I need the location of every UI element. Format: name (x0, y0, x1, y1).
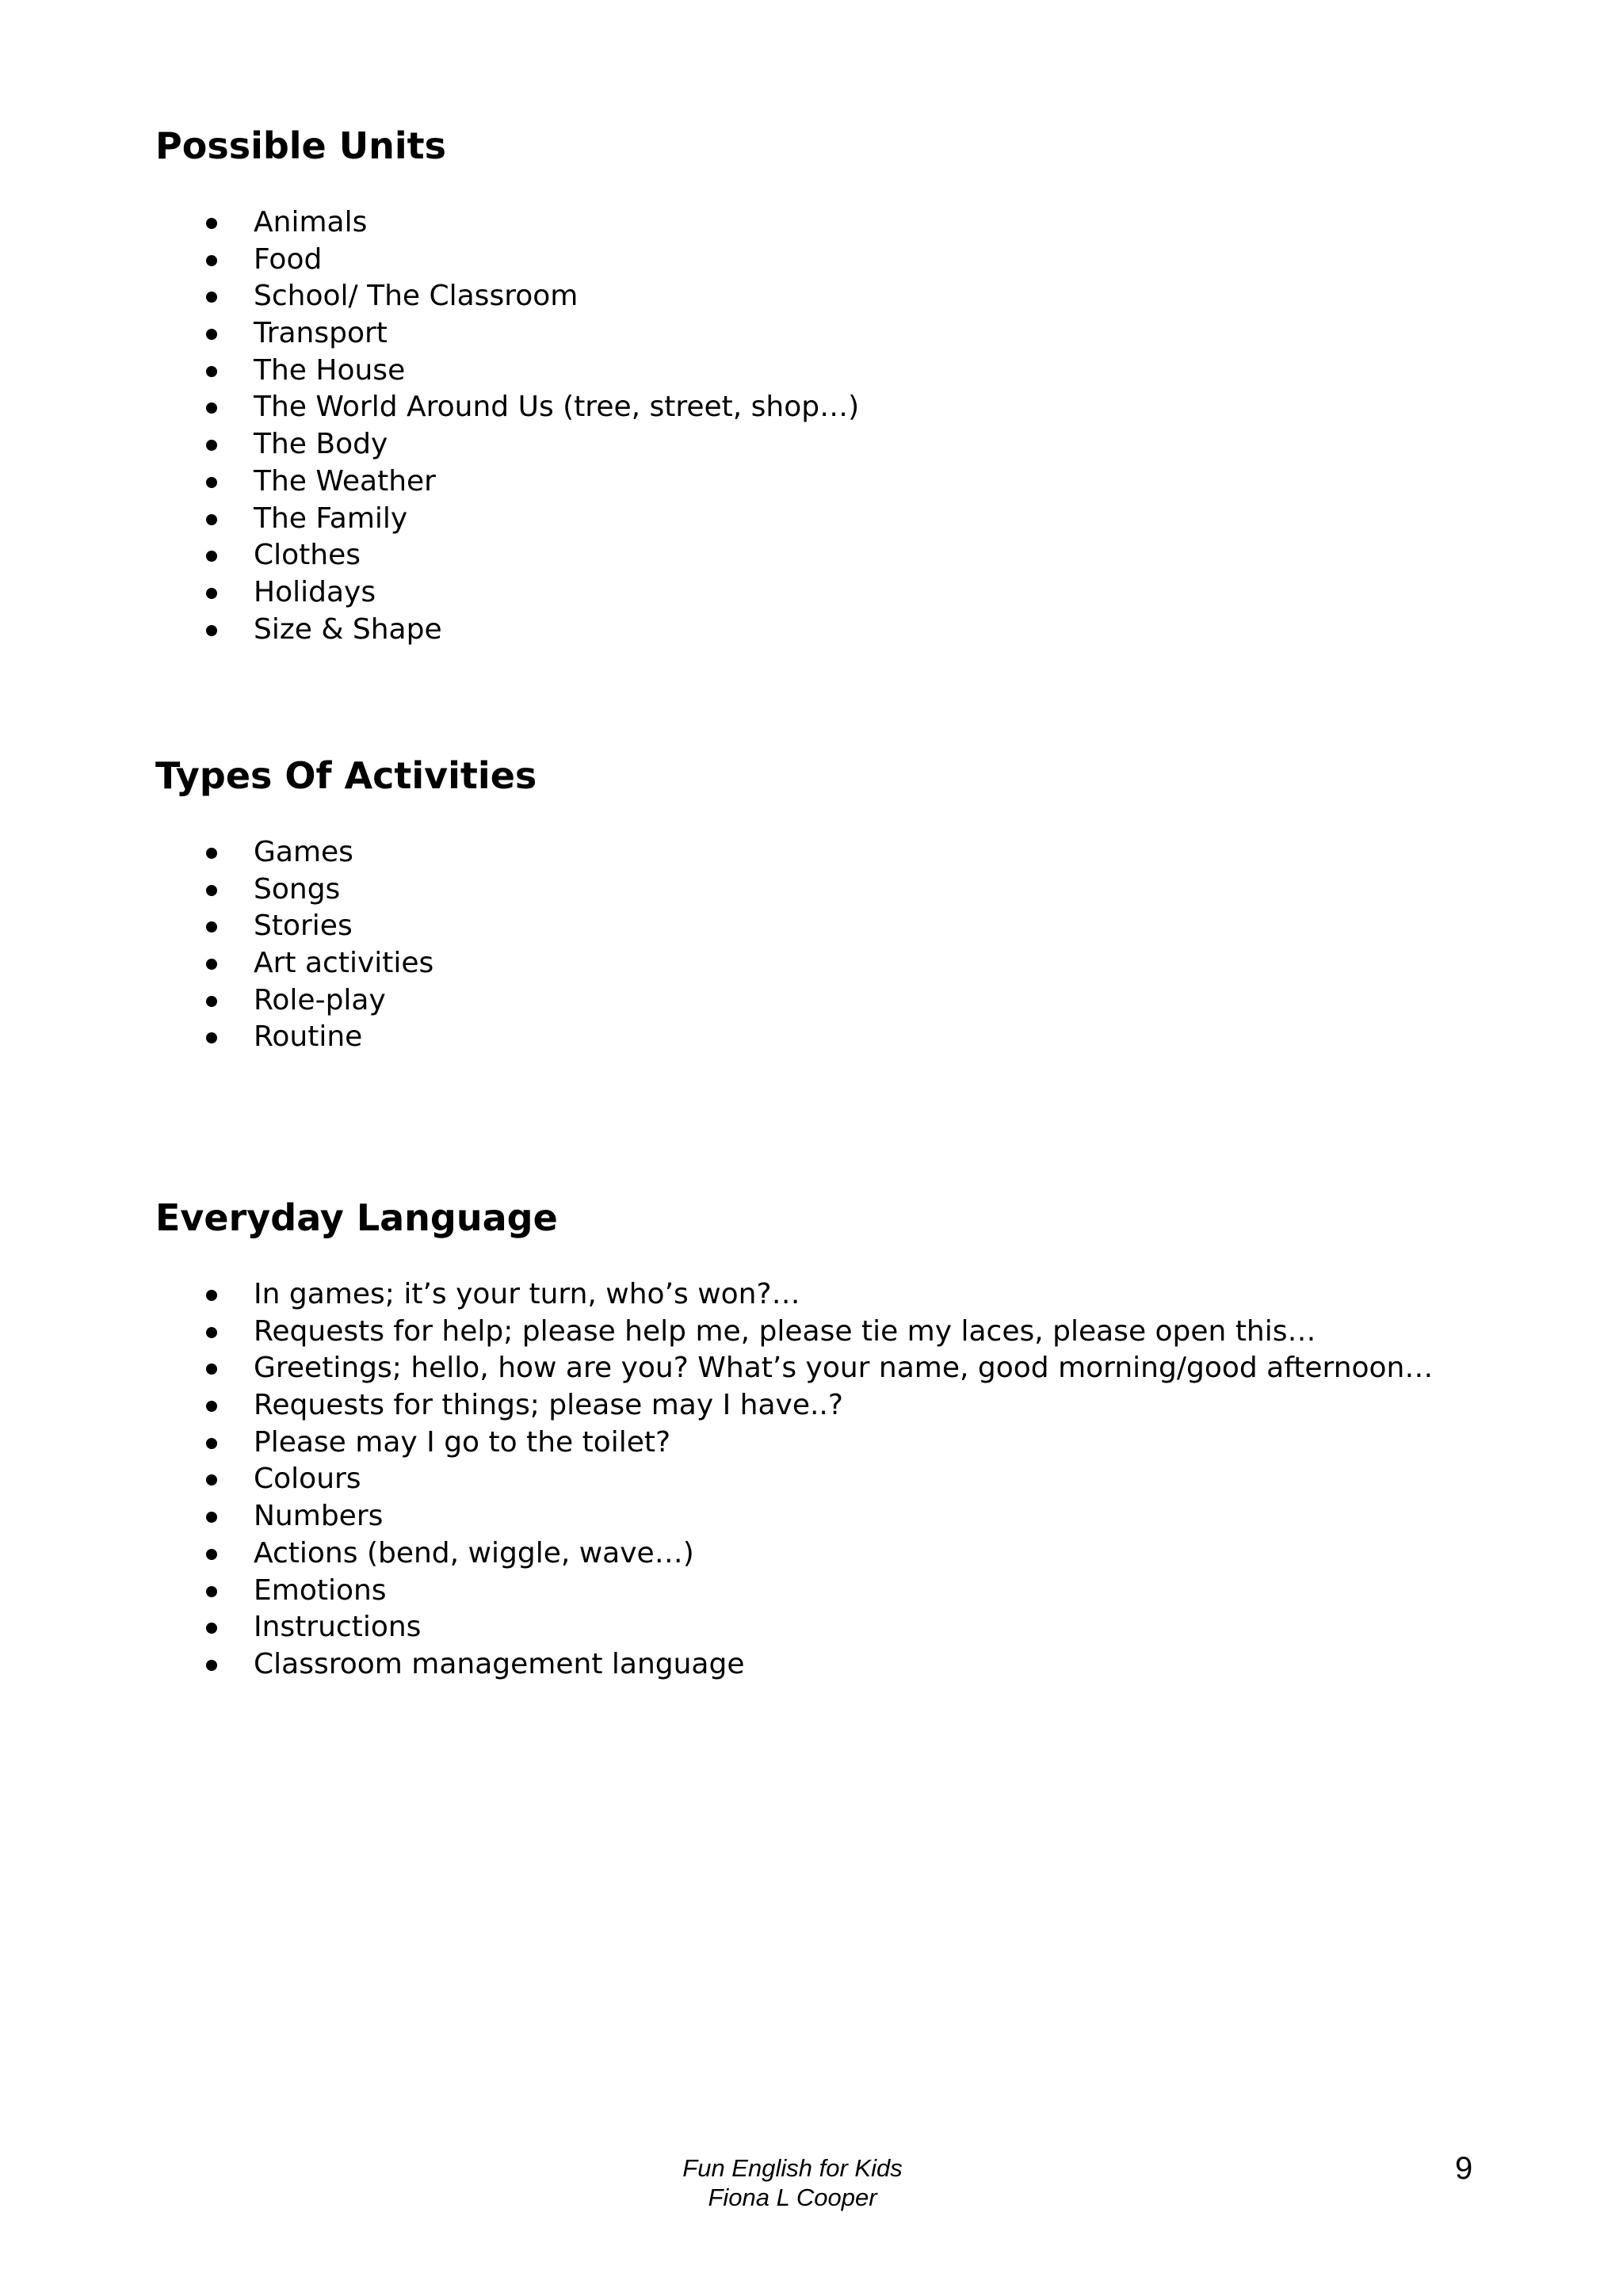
page-footer (0, 2153, 1585, 2212)
bullet-icon (206, 292, 217, 303)
bullet-icon (206, 1327, 217, 1338)
bullet-list (155, 1276, 1433, 1684)
bullet-icon (206, 1512, 217, 1523)
bullet-icon (206, 1474, 217, 1486)
list-item (155, 426, 859, 463)
list-item-text: Requests for help; please help me, please tie my laces, please open this… (254, 1314, 1316, 1348)
list-item-text: Emotions (254, 1573, 387, 1607)
list-item (155, 1535, 1433, 1573)
bullet-icon (206, 959, 217, 970)
section-everyday-language (155, 1196, 1434, 1680)
list-item (155, 353, 859, 390)
list-item-text: Holidays (254, 575, 376, 608)
list-item-text: Size & Shape (254, 612, 442, 646)
list-item-text: Animals (254, 206, 368, 238)
list-item-text: Art activities (254, 947, 434, 980)
list-item (155, 834, 433, 871)
bullet-icon (206, 1549, 217, 1560)
list-item (155, 982, 433, 1020)
list-item (155, 315, 859, 353)
list-item (155, 278, 859, 315)
section-possible-units (155, 124, 860, 646)
bullet-list (155, 834, 433, 1056)
bullet-icon (206, 366, 217, 377)
bullet-icon (206, 1032, 217, 1043)
list-item-text: Colours (254, 1463, 361, 1496)
list-item (155, 463, 859, 501)
list-item-text: Numbers (254, 1500, 384, 1533)
bullet-icon (206, 625, 217, 636)
list-item-text: The Body (254, 428, 388, 461)
section-heading: Types Of Activities (155, 754, 537, 797)
list-item-text: Instructions (254, 1611, 422, 1644)
list-item (155, 1350, 1433, 1387)
list-item (155, 1461, 1433, 1498)
list-item-text: Games (254, 836, 353, 868)
list-item-text: The World Around Us (tree, street, shop…) (254, 391, 860, 424)
footer-title: Fun English for Kids (682, 2154, 903, 2182)
list-item-text: The Weather (254, 464, 436, 498)
bullet-icon (206, 402, 217, 414)
list-item-text: Classroom management language (254, 1647, 745, 1680)
list-item (155, 1646, 1433, 1684)
list-item (155, 1573, 1433, 1610)
bullet-icon (206, 477, 217, 488)
list-item (155, 908, 433, 945)
bullet-icon (206, 885, 217, 896)
footer-author: Fiona L Cooper (708, 2183, 877, 2211)
bullet-icon (206, 921, 217, 933)
list-item-text: Routine (254, 1020, 363, 1054)
list-item (155, 537, 859, 574)
page-number: 9 (1455, 2151, 1473, 2186)
bullet-icon (206, 1363, 217, 1375)
list-item-text: School/ The Classroom (254, 280, 579, 313)
list-item-text: The House (254, 353, 406, 387)
list-item (155, 1314, 1433, 1351)
list-item-text: Transport (254, 317, 388, 350)
list-item (155, 871, 433, 909)
bullet-icon (206, 1438, 217, 1449)
list-item-text: Please may I go to the toilet? (254, 1425, 671, 1459)
section-heading: Possible Units (155, 124, 446, 167)
bullet-icon (206, 1660, 217, 1671)
list-item-text: Stories (254, 910, 353, 943)
list-item-text: Songs (254, 872, 341, 906)
section-types-of-activities (155, 753, 537, 1054)
list-item (155, 1387, 1433, 1425)
list-item (155, 1019, 433, 1056)
list-item-text: Clothes (254, 539, 361, 572)
list-item-text: Role-play (254, 983, 386, 1016)
list-item (155, 945, 433, 982)
list-item-text: Requests for things; please may I have..? (254, 1389, 843, 1422)
list-item (155, 1276, 1433, 1314)
list-item (155, 574, 859, 612)
bullet-icon (206, 218, 217, 229)
bullet-icon (206, 329, 217, 340)
bullet-icon (206, 1290, 217, 1301)
bullet-icon (206, 440, 217, 451)
bullet-icon (206, 255, 217, 266)
bullet-icon (206, 996, 217, 1007)
list-item (155, 1425, 1433, 1462)
list-item (155, 1498, 1433, 1535)
list-item (155, 612, 859, 649)
bullet-icon (206, 848, 217, 859)
list-item (155, 389, 859, 426)
list-item-text: The Family (254, 502, 408, 535)
list-item-text: Actions (bend, wiggle, wave…) (254, 1536, 694, 1569)
bullet-icon (206, 551, 217, 562)
bullet-icon (206, 1401, 217, 1412)
bullet-icon (206, 588, 217, 599)
list-item (155, 242, 859, 279)
bullet-icon (206, 1623, 217, 1634)
list-item-text: Food (254, 242, 323, 276)
list-item (155, 204, 859, 242)
section-heading: Everyday Language (155, 1196, 558, 1239)
bullet-icon (206, 1586, 217, 1597)
list-item-text: In games; it’s your turn, who’s won?… (254, 1278, 800, 1310)
list-item (155, 501, 859, 538)
list-item-text: Greetings; hello, how are you? What’s your name, good morning/good afternoon… (254, 1352, 1434, 1385)
list-item (155, 1609, 1433, 1646)
bullet-list (155, 204, 859, 648)
bullet-icon (206, 514, 217, 525)
